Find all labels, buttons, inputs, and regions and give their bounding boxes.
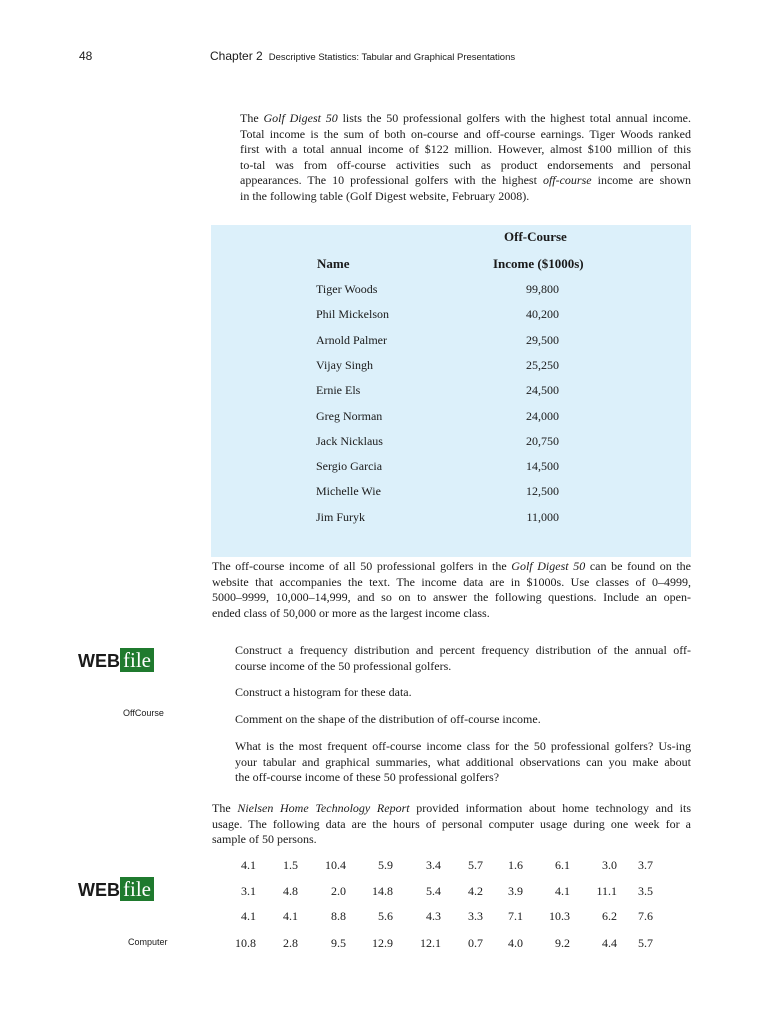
webfile-name-offcourse: OffCourse — [123, 708, 164, 718]
web-label: WEB — [78, 880, 120, 900]
usage-value: 6.1 — [555, 858, 570, 872]
table-header-income-line1: Off-Course — [504, 229, 567, 244]
table-cell-income: 14,500 — [526, 459, 559, 474]
question-line: your tabular and graphical summaries, what additional observations can you make about — [235, 754, 691, 769]
table-cell-income: 20,750 — [526, 433, 559, 448]
text-run: in the following table (Golf Digest website, February 2008). — [240, 188, 530, 203]
text-run: to-tal was from off-course activities such as product endorsements and personal — [240, 157, 691, 172]
emphasized-text: off-course — [542, 173, 592, 188]
text-line — [212, 606, 691, 622]
text-run: usage. The following data are the hours of personal computer usage during one week for a — [212, 816, 691, 831]
text-line — [212, 832, 691, 848]
usage-value: 0.7 — [468, 936, 483, 950]
text-run: income are shown — [591, 173, 691, 188]
table-cell-income: 24,500 — [526, 383, 559, 398]
usage-value: 12.1 — [420, 936, 441, 950]
usage-value: 6.2 — [602, 909, 617, 923]
usage-value: 3.9 — [508, 884, 523, 898]
page-number: 48 — [79, 49, 93, 63]
usage-value: 5.9 — [378, 858, 393, 872]
usage-value: 5.4 — [426, 884, 441, 898]
text-line — [212, 559, 691, 575]
table-cell-income: 24,000 — [526, 408, 559, 423]
usage-value: 7.1 — [508, 909, 523, 923]
web-label: WEB — [78, 651, 120, 671]
text-run: can be found on the — [585, 559, 691, 573]
table-cell-name: Phil Mickelson — [316, 307, 390, 322]
usage-value: 3.3 — [468, 909, 483, 923]
table-cell-name: Vijay Singh — [316, 357, 373, 372]
table-cell-income: 29,500 — [526, 332, 559, 347]
table-cell-name: Jim Furyk — [316, 509, 366, 524]
usage-value: 4.3 — [426, 909, 441, 923]
usage-value: 5.7 — [638, 936, 653, 950]
usage-value: 12.9 — [372, 936, 393, 950]
usage-value: 4.1 — [555, 884, 570, 898]
table-cell-name: Sergio Garcia — [316, 459, 383, 474]
usage-value: 10.8 — [235, 936, 256, 950]
usage-value: 4.4 — [602, 936, 617, 950]
text-run: 5000–9999, 10,000–14,999, and so on to answer the following questions. Include an open- — [212, 590, 691, 605]
usage-value: 9.5 — [331, 936, 346, 950]
usage-value: 4.1 — [283, 909, 298, 923]
usage-value: 3.0 — [602, 858, 617, 872]
text-line — [240, 189, 691, 205]
text-run: The off-course income of all 50 professional golfers in the — [212, 559, 512, 573]
usage-value: 4.8 — [283, 884, 298, 898]
usage-value: 9.2 — [555, 936, 570, 950]
usage-value: 4.1 — [241, 858, 256, 872]
question-line: Construct a frequency distribution and percent frequency distribution of the annual off- — [235, 643, 691, 657]
usage-value: 3.7 — [638, 858, 653, 872]
usage-value: 10.4 — [325, 858, 346, 872]
text-run: ended class of 50,000 or more as the largest income class. — [212, 605, 490, 620]
text-line — [212, 590, 691, 606]
webfile-name-computer: Computer — [128, 937, 168, 947]
question-item — [235, 739, 691, 786]
text-line — [240, 158, 691, 174]
usage-value: 2.8 — [283, 936, 298, 950]
question-line: Construct a histogram for these data. — [235, 685, 412, 699]
problem-b-intro — [212, 801, 691, 848]
webfile-badge-computer — [78, 876, 154, 902]
question-item — [235, 643, 691, 674]
text-run: lists the 50 professional golfers with the highest total annual income. — [337, 111, 692, 125]
text-run: The — [240, 111, 264, 125]
usage-value: 7.6 — [638, 909, 653, 923]
text-run: sample of 50 persons. — [212, 832, 317, 847]
usage-value: 3.4 — [426, 858, 441, 872]
text-line — [240, 111, 691, 127]
emphasized-text: Golf Digest 50 — [511, 559, 586, 573]
question-line: Comment on the shape of the distribution of off-course income. — [235, 712, 541, 726]
table-cell-name: Jack Nicklaus — [316, 433, 383, 448]
usage-value: 5.6 — [378, 909, 393, 923]
usage-value: 3.5 — [638, 884, 653, 898]
emphasized-text: Golf Digest 50 — [263, 111, 338, 125]
question-item — [235, 685, 691, 701]
text-run: Total income is the sum of both on-course and off-course earnings. Tiger Woods ranked — [240, 126, 691, 141]
chapter-title: Descriptive Statistics: Tabular and Graphical Presentations — [268, 52, 516, 63]
table-cell-income: 12,500 — [526, 484, 559, 499]
table-header-income-line2: Income ($1000s) — [493, 256, 584, 271]
usage-value: 1.6 — [508, 858, 523, 872]
question-line: course income of the 50 professional golfers. — [235, 658, 452, 673]
table-cell-income: 40,200 — [526, 307, 559, 322]
text-run: first with a total annual income of $122 million. However, almost $100 million of this — [240, 142, 691, 157]
question-line: What is the most frequent off-course income class for the 50 professional golfers? Us-ing — [235, 739, 691, 753]
table-cell-income: 99,800 — [526, 282, 559, 296]
usage-value: 3.1 — [241, 884, 256, 898]
webfile-badge-offcourse — [78, 647, 154, 673]
usage-value: 4.2 — [468, 884, 483, 898]
chapter-label: Chapter 2 — [210, 49, 263, 63]
text-line — [240, 173, 691, 189]
text-run: website that accompanies the text. The income data are in $1000s. Use classes of 0–4999, — [212, 574, 691, 589]
table-cell-name: Arnold Palmer — [316, 332, 387, 347]
problem-a-followup — [212, 559, 691, 621]
text-line — [240, 127, 691, 143]
table-cell-name: Tiger Woods — [316, 282, 378, 296]
file-label: file — [120, 648, 154, 672]
usage-value: 5.7 — [468, 858, 483, 872]
file-label: file — [120, 877, 154, 901]
table-cell-income: 25,250 — [526, 357, 559, 372]
question-item — [235, 712, 691, 728]
text-line — [212, 817, 691, 833]
text-line — [212, 575, 691, 591]
text-line — [212, 801, 691, 817]
running-header — [210, 49, 515, 63]
table-cell-income: 11,000 — [526, 509, 559, 524]
text-run: provided information about home technology and its — [409, 801, 691, 815]
usage-value: 8.8 — [331, 909, 346, 923]
usage-value: 4.1 — [241, 909, 256, 923]
text-run: appearances. The 10 professional golfers with the highest — [240, 173, 543, 188]
usage-value: 14.8 — [372, 884, 393, 898]
usage-value: 1.5 — [283, 858, 298, 872]
table-cell-name: Greg Norman — [316, 408, 383, 423]
usage-value: 2.0 — [331, 884, 346, 898]
text-line — [240, 142, 691, 158]
table-cell-name: Michelle Wie — [316, 484, 381, 499]
table-cell-name: Ernie Els — [316, 383, 361, 398]
usage-value: 4.0 — [508, 936, 523, 950]
usage-value: 10.3 — [549, 909, 570, 923]
question-line: the off-course income of these 50 professional golfers? — [235, 770, 500, 785]
table-header-name: Name — [317, 256, 350, 271]
usage-value: 11.1 — [596, 884, 617, 898]
problem-a-intro — [240, 111, 691, 205]
income-table-panel — [211, 225, 691, 557]
text-run: The — [212, 801, 238, 815]
emphasized-text: Nielsen Home Technology Report — [237, 801, 410, 815]
